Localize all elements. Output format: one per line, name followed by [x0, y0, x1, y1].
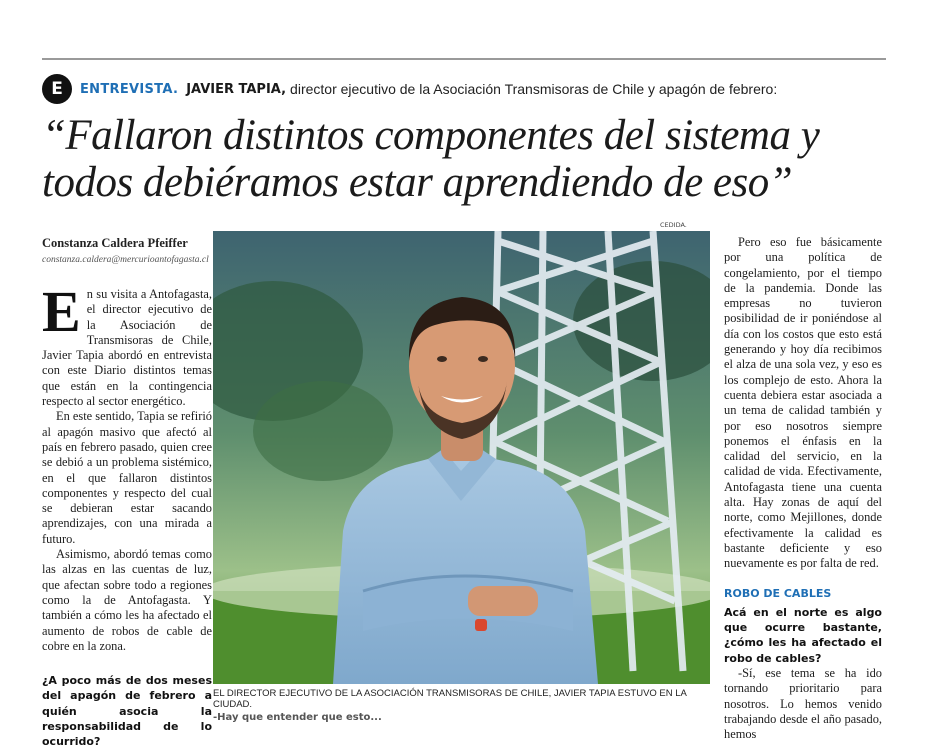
interviewee-description: director ejecutivo de la Asociación Transmisoras de Chile y apagón de febrero: — [290, 81, 778, 97]
byline-author: Constanza Caldera Pfeiffer — [42, 236, 188, 250]
left-column — [42, 279, 212, 654]
photo-credit: CEDIDA. — [660, 221, 687, 229]
photo-caption: EL DIRECTOR EJECUTIVO DE LA ASOCIACIÓN TRANSMISORAS DE CHILE, JAVIER TAPIA ESTUVO EN LA CIUDAD. — [213, 688, 687, 710]
headline-line-1: “Fallaron distintos componentes del sistema y — [42, 112, 820, 159]
interview-photo — [213, 231, 710, 684]
top-rule — [42, 58, 886, 60]
interview-question-1 — [42, 673, 212, 749]
interview-question-2 — [724, 605, 882, 666]
interview-question-2-text: Acá en el norte es algo que ocurre bastante, ¿cómo les ha afectado el robo de cables? — [724, 605, 882, 665]
headline-line-2: todos debiéramos estar aprendiendo de eso” — [42, 159, 793, 206]
section-label: ENTREVISTA. — [80, 81, 179, 97]
section-badge: E — [42, 74, 72, 104]
left-paragraph-3: Asimismo, abordó temas como las alzas en las cuentas de luz, que afectan sobre todo a regiones como la de Antofagasta. Y también a cómo les ha afectado el aumento de robos de cable de cobre en la zona. — [42, 547, 212, 653]
portrait-illustration — [213, 231, 710, 684]
right-paragraph-1: Pero eso fue básicamente por una política de congelamiento, por el tiempo de la pandemia. Donde las empresas no tuvieron posibilidad de ir poniéndose al día con los costos que esto está generando y hoy día recibimos el alza de una sola vez, y eso es los complejo de esto. Ahora la cuenta debiera estar asociada a un tema de calidad también y por eso nosotros siempre ponemos el énfasis en la calidad del servicio, en la calidad de vida. Efectivamente, Antofagasta tiene una cuenta alta. Hay zonas de aquí del norte, como Mejillones, donde efectivamente la calidad es bastante deficiente y eso nuevamente es por falta de red. — [724, 235, 882, 571]
interviewee-name: JAVIER TAPIA, — [186, 81, 287, 97]
left-paragraph-2: En este sentido, Tapia se refirió al apagón masivo que afectó al país en febrero pasado, quien cree se debió a un problema sistémico, en el que fallaron distintos componentes y respecto del cual se debieran estar sacando aprendizajes, con una mirada a futuro. — [42, 409, 212, 546]
drop-cap: E — [42, 279, 81, 344]
cutoff-text: -Hay que entender que esto... — [213, 712, 382, 723]
subhead-robo-de-cables: ROBO DE CABLES — [724, 586, 832, 600]
kicker — [42, 73, 777, 105]
left-paragraph-1-text: n su visita a Antofagasta, el director ejecutivo de la Asociación de Transmisoras de Chile, Javier Tapia abordó en entrevista con este Diario distintos temas que están en la contingencia respecto al sector energético. — [42, 287, 212, 409]
interview-question-1-text: ¿A poco más de dos meses del apagón de febrero a quién asocia la responsabilidad de lo ocurrido? — [42, 674, 212, 749]
right-paragraph-2: -Sí, ese tema se ha ido tornando prioritario para nosotros. Lo hemos venido trabajando desde el año pasado, hemos — [724, 666, 882, 742]
byline-email: constanza.caldera@mercurioantofagasta.cl — [42, 255, 209, 265]
left-paragraph-1 — [42, 279, 212, 409]
right-column — [724, 235, 882, 743]
byline — [42, 236, 212, 265]
headline — [42, 112, 892, 206]
